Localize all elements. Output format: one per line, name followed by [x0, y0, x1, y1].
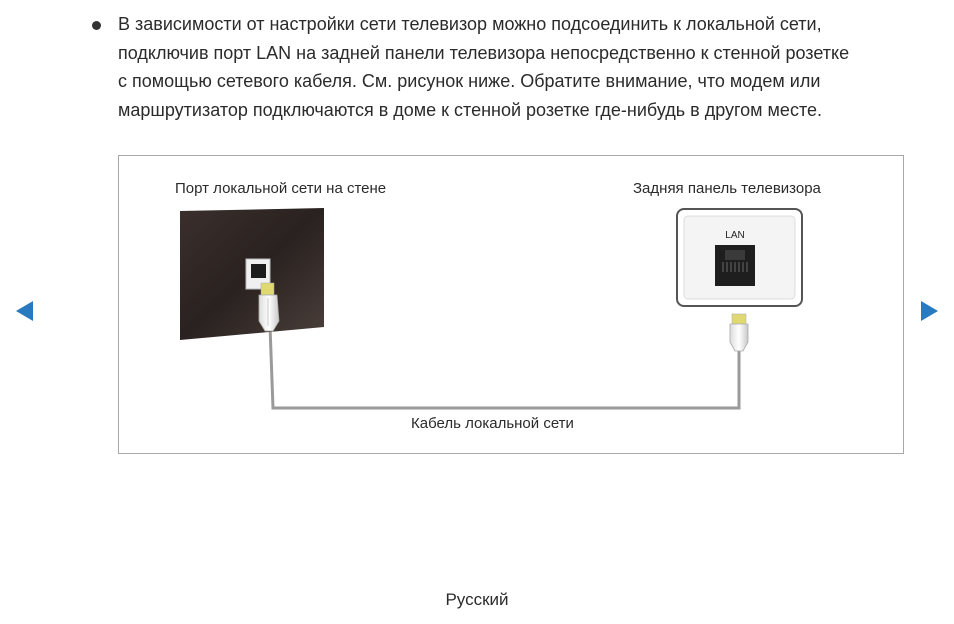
cable-label: Кабель локальной сети [411, 415, 574, 432]
tv-panel-label: Задняя панель телевизора [633, 180, 821, 197]
lan-port-label: LAN [725, 230, 745, 241]
triangle-left-icon[interactable] [16, 301, 33, 321]
footer-language: Русский [445, 590, 509, 609]
bullet-point-icon [92, 21, 101, 30]
triangle-right-icon[interactable] [921, 301, 938, 321]
paragraph-line: В зависимости от настройки сети телевизор можно подсоединить к локальной сети, [118, 14, 822, 34]
paragraph-line: маршрутизатор подключаются в доме к стенной розетке где-нибудь в другом месте. [118, 99, 822, 120]
wall-port-label: Порт локальной сети на стене [175, 180, 387, 197]
instruction-paragraph [118, 10, 918, 124]
tv-plug-icon [730, 314, 748, 351]
lan-cable [270, 326, 739, 408]
wall-icon [180, 208, 324, 340]
connection-diagram [118, 155, 904, 454]
lan-port-icon [715, 245, 755, 286]
paragraph-line: подключив порт LAN на задней панели телевизора непосредственно к стенной розетке [118, 42, 850, 63]
tv-back-panel-icon [677, 209, 802, 306]
paragraph-line: с помощью сетевого кабеля. См. рисунок ниже. Обратите внимание, что модем или [118, 71, 821, 91]
diagram-illustration [119, 156, 903, 453]
